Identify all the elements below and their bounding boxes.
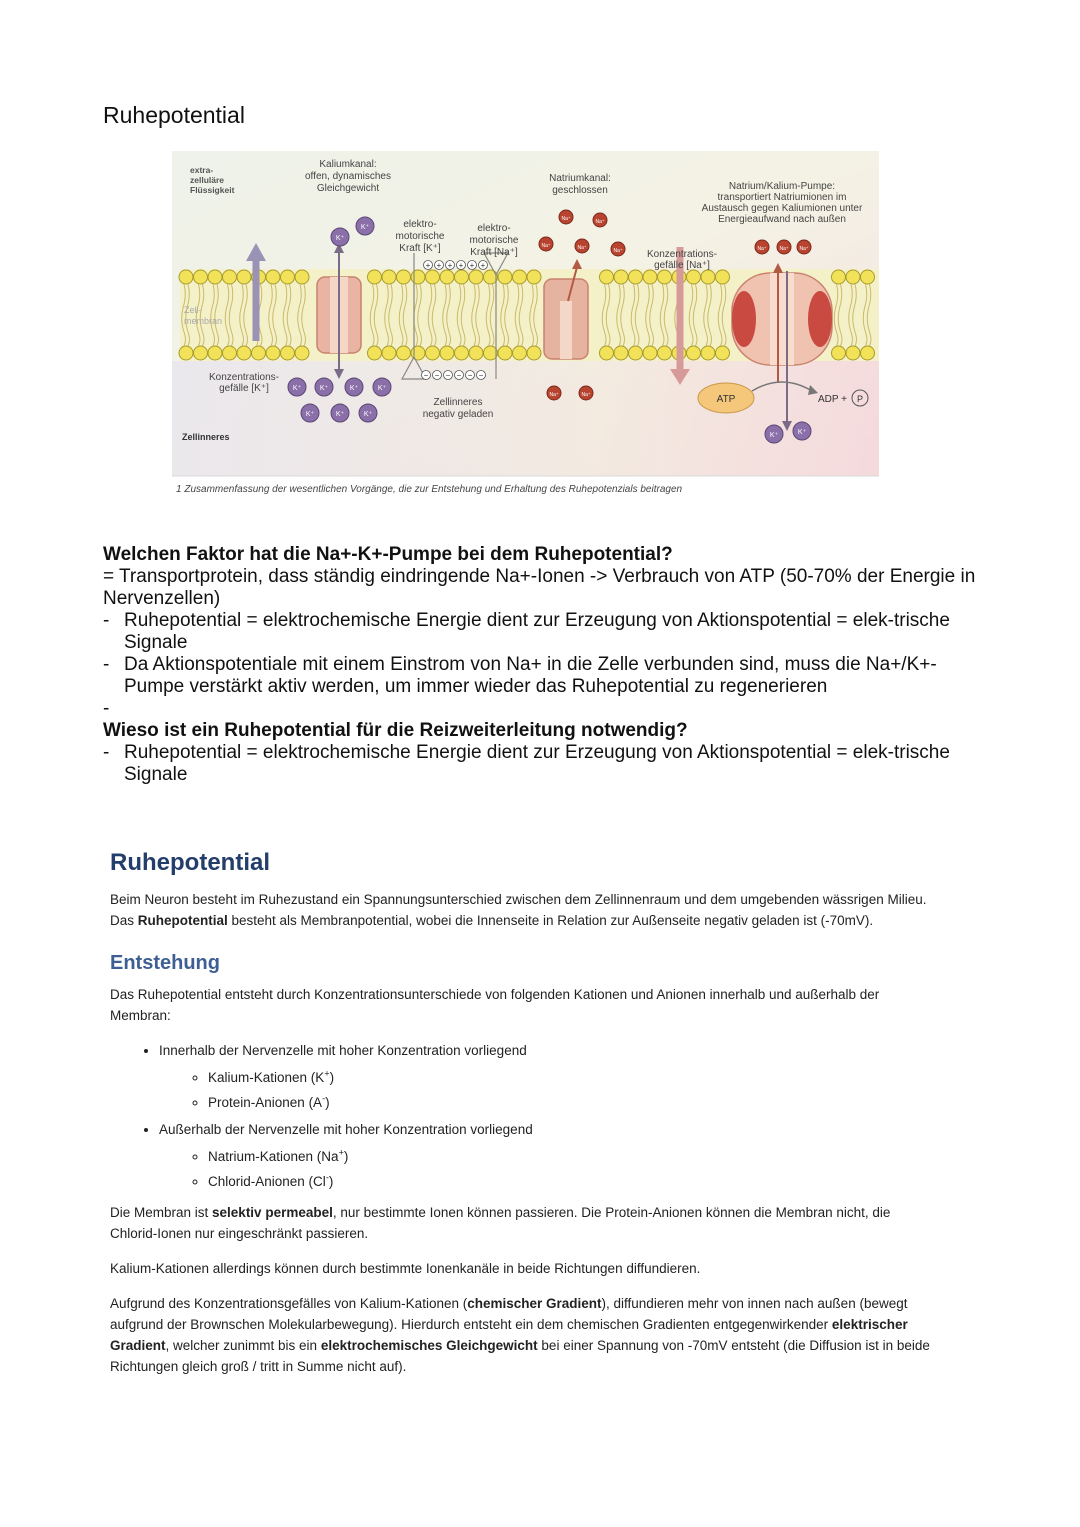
- potassium-ion-label: K⁺: [305, 411, 315, 418]
- phospholipid-head: [179, 270, 193, 284]
- section-heading-entstehung: Entstehung: [110, 952, 220, 974]
- phospholipid-head: [194, 346, 208, 360]
- phospholipid-head: [397, 270, 411, 284]
- potassium-ion-label: K⁺: [360, 224, 370, 231]
- sodium-ion-label: Na⁺: [549, 392, 559, 398]
- phospholipid-head: [513, 270, 527, 284]
- potassium-ion-label: K⁺: [377, 385, 387, 392]
- svg-text:Zellinneres: Zellinneres: [433, 397, 483, 408]
- phospholipid-head: [397, 346, 411, 360]
- label-sodium-channel: [549, 173, 611, 196]
- phospholipid-head: [455, 346, 469, 360]
- phospholipid-head: [513, 346, 527, 360]
- potassium-ion-label: K⁺: [363, 411, 373, 418]
- phospholipid-head: [382, 270, 396, 284]
- list-item: ◦ Chlorid-Anionen (Cl-): [208, 1171, 940, 1192]
- negative-charge-sign: −: [456, 371, 462, 380]
- svg-text:Konzentrations-: Konzentrations-: [646, 249, 718, 260]
- phospholipid-head: [368, 270, 382, 284]
- article: [110, 849, 940, 1391]
- potassium-ion-label: K⁺: [292, 385, 302, 392]
- sodium-ion-label: Na⁺: [799, 246, 809, 252]
- phospholipid-head: [179, 346, 193, 360]
- phosphate-label: P: [856, 394, 864, 404]
- label-conc-na: [647, 249, 717, 271]
- answer-1: = Transportprotein, dass ständig eindringende Na+-Ionen -> Verbrauch von ATP (50-70% der Energie in Nervenzellen): [103, 566, 976, 609]
- phospholipid-head: [643, 346, 657, 360]
- svg-text:Kraft [K⁺]: Kraft [K⁺]: [399, 243, 441, 254]
- phospholipid-head: [382, 346, 396, 360]
- positive-charge-sign: +: [469, 261, 475, 270]
- svg-text:zelluläre: zelluläre: [190, 175, 225, 185]
- page-title: Ruhepotential: [103, 102, 245, 128]
- negative-charge-sign: −: [467, 371, 473, 380]
- svg-text:Natriumkanal:: Natriumkanal:: [549, 173, 611, 184]
- svg-text:membran: membran: [184, 316, 223, 326]
- svg-text:Konzentrations-: Konzentrations-: [208, 372, 280, 383]
- phospholipid-head: [411, 270, 425, 284]
- svg-text:Natrium/Kalium-Pumpe:: Natrium/Kalium-Pumpe:: [728, 181, 836, 192]
- potassium-ion-label: K⁺: [797, 429, 807, 436]
- phospholipid-head: [832, 346, 846, 360]
- svg-text:gefälle [K⁺]: gefälle [K⁺]: [219, 383, 269, 394]
- svg-text:extra-: extra-: [190, 165, 214, 175]
- potassium-ion-label: K⁺: [349, 385, 359, 392]
- svg-text:Zell-: Zell-: [184, 305, 202, 315]
- list-item: • Innerhalb der Nervenzelle mit hoher Konzentration vorliegend ◦ Kalium-Kationen (K+) ◦ Protein-Anionen (A-): [159, 1040, 940, 1113]
- phospholipid-head: [469, 346, 483, 360]
- atp-molecule: [698, 383, 754, 413]
- phospholipid-head: [440, 346, 454, 360]
- phospholipid-head: [701, 270, 715, 284]
- sodium-ion-label: Na⁺: [577, 245, 587, 251]
- phospholipid-head: [716, 346, 730, 360]
- phospholipid-head: [716, 270, 730, 284]
- ion-list: [110, 1040, 940, 1192]
- phospholipid-head: [469, 270, 483, 284]
- svg-text:Flüssigkeit: Flüssigkeit: [190, 185, 235, 195]
- phospholipid-head: [643, 270, 657, 284]
- sodium-ion-label: Na⁺: [561, 216, 571, 222]
- svg-text:negativ geladen: negativ geladen: [422, 409, 494, 420]
- sodium-ion-label: Na⁺: [541, 243, 551, 249]
- positive-charge-sign: +: [436, 261, 442, 270]
- svg-text:gefälle [Na⁺]: gefälle [Na⁺]: [654, 260, 710, 271]
- figure-caption: 1 Zusammenfassung der wesentlichen Vorgänge, die zur Entstehung und Erhaltung des Ruhepotenzials beitragen: [176, 484, 683, 495]
- negative-charge-sign: −: [478, 371, 484, 380]
- phospholipid-head: [223, 270, 237, 284]
- phospholipid-head: [600, 346, 614, 360]
- phospholipid-head: [614, 270, 628, 284]
- notes-section: [103, 544, 983, 786]
- phospholipid-head: [658, 346, 672, 360]
- list-item: ◦ Protein-Anionen (A-): [208, 1092, 940, 1113]
- svg-text:Kaliumkanal:: Kaliumkanal:: [319, 159, 377, 170]
- phospholipid-head: [426, 346, 440, 360]
- phospholipid-head: [861, 270, 875, 284]
- phospholipid-head: [498, 346, 512, 360]
- question-1: Welchen Faktor hat die Na+-K+-Pumpe bei dem Ruhepotential?: [103, 544, 673, 565]
- svg-text:motorische: motorische: [395, 231, 445, 242]
- article-intro: Beim Neuron besteht im Ruhezustand ein Spannungsunterschied zwischen dem Zellinnenraum und dem umgebenden wässrigen Milieu. Das Ruhepotential besteht als Membranpotential, wobei die Innenseite in Relation zur Außenseite negativ geladen ist (-70mV).: [110, 892, 927, 928]
- negative-charge-sign: −: [445, 371, 451, 380]
- phospholipid-head: [295, 270, 309, 284]
- bullet-1: - Ruhepotential = elektrochemische Energie dient zur Erzeugung von Aktionspotential = elek-trische Signale: [103, 610, 950, 653]
- phospholipid-head: [281, 346, 295, 360]
- svg-text:Gleichgewicht: Gleichgewicht: [316, 183, 380, 194]
- label-cell-interior: Zellinneres: [182, 432, 230, 442]
- svg-text:motorische: motorische: [469, 235, 519, 246]
- phospholipid-head: [527, 346, 541, 360]
- phospholipid-head: [861, 346, 875, 360]
- phospholipid-head: [846, 346, 860, 360]
- phospholipid-head: [614, 346, 628, 360]
- phospholipid-head: [237, 270, 251, 284]
- phospholipid-head: [455, 270, 469, 284]
- list-item: ◦ Natrium-Kationen (Na+): [208, 1146, 940, 1167]
- article-title: Ruhepotential: [110, 849, 270, 876]
- phospholipid-head: [208, 346, 222, 360]
- phospholipid-head: [440, 270, 454, 284]
- phospholipid-head: [295, 346, 309, 360]
- atp-label: ATP: [716, 394, 736, 405]
- phospholipid-head: [498, 270, 512, 284]
- phospholipid-head: [629, 346, 643, 360]
- phospholipid-head: [701, 346, 715, 360]
- phospholipid-head: [281, 270, 295, 284]
- phospholipid-head: [223, 346, 237, 360]
- list-item: • Außerhalb der Nervenzelle mit hoher Konzentration vorliegend ◦ Natrium-Kationen (Na+) ◦ Chlorid-Anionen (Cl-): [159, 1119, 940, 1192]
- phospholipid-head: [846, 270, 860, 284]
- phospholipid-head: [266, 346, 280, 360]
- empty-bullet: -: [103, 698, 110, 719]
- phospholipid-head: [426, 270, 440, 284]
- svg-text:Austausch gegen Kaliumionen un: Austausch gegen Kaliumionen unter: [701, 203, 863, 214]
- svg-text:elektro-: elektro-: [477, 223, 511, 234]
- question-2: Wieso ist ein Ruhepotential für die Reizweiterleitung notwendig?: [103, 720, 688, 741]
- svg-text:geschlossen: geschlossen: [552, 185, 608, 196]
- sodium-ion-label: Na⁺: [581, 392, 591, 398]
- phospholipid-head: [527, 270, 541, 284]
- sodium-ion-label: Na⁺: [595, 219, 605, 225]
- potassium-ion-label: K⁺: [769, 432, 779, 439]
- phospholipid-head: [237, 346, 251, 360]
- article-paragraph-5: Aufgrund des Konzentrationsgefälles von Kalium-Kationen (chemischer Gradient), diffundieren mehr von innen nach außen (bewegt aufgrund der Brownschen Molekularbewegung). Hierdurch entsteht ein dem chemischen Gradienten entgegenwirkender elektrischer Gradient, welcher zunimmt bis ein elektrochemisches Gleichgewicht bei einer Spannung von -70mV entsteht (die Diffusion ist in beide Richtungen gleich groß / tritt in Summe nicht auf).: [110, 1296, 930, 1374]
- sodium-ion-label: Na⁺: [757, 246, 767, 252]
- phospholipid-head: [629, 270, 643, 284]
- adp-label: ADP +: [818, 394, 847, 405]
- article-paragraph-3: Die Membran ist selektiv permeabel, nur bestimmte Ionen können passieren. Die Protein-Anionen können die Membran nicht, die Chlorid-Ionen nur eingeschränkt passieren.: [110, 1205, 891, 1241]
- positive-charge-sign: +: [425, 261, 431, 270]
- negative-charge-sign: −: [423, 371, 429, 380]
- phospholipid-head: [252, 346, 266, 360]
- svg-text:Energieaufwand nach außen: Energieaufwand nach außen: [718, 214, 846, 225]
- phospholipid-head: [687, 346, 701, 360]
- positive-charge-sign: +: [480, 261, 486, 270]
- phospholipid-head: [194, 270, 208, 284]
- phospholipid-head: [658, 270, 672, 284]
- positive-charge-sign: +: [447, 261, 453, 270]
- bullet-2: - Da Aktionspotentiale mit einem Einstrom von Na+ in die Zelle verbunden sind, muss die Na+/K+-Pumpe verstärkt aktiv werden, um immer wieder das Ruhepotential zu regenerieren: [103, 654, 937, 697]
- sodium-ion-label: Na⁺: [613, 248, 623, 254]
- svg-text:offen, dynamisches: offen, dynamisches: [305, 171, 391, 182]
- list-item: ◦ Kalium-Kationen (K+): [208, 1067, 940, 1088]
- sodium-ion-label: Na⁺: [779, 246, 789, 252]
- label-conc-k: [209, 372, 279, 394]
- phospholipid-head: [832, 270, 846, 284]
- negative-charge-sign: −: [434, 371, 440, 380]
- article-paragraph-4: Kalium-Kationen allerdings können durch bestimmte Ionenkanäle in beide Richtungen diffundieren.: [110, 1261, 701, 1276]
- potassium-ion-label: K⁺: [335, 235, 345, 242]
- bullet-3: - Ruhepotential = elektrochemische Energie dient zur Erzeugung von Aktionspotential = elek-trische Signale: [103, 742, 950, 785]
- potassium-ion-label: K⁺: [319, 385, 329, 392]
- phospholipid-head: [208, 270, 222, 284]
- phospholipid-head: [687, 270, 701, 284]
- potassium-ion-label: K⁺: [335, 411, 345, 418]
- resting-potential-diagram: [172, 151, 879, 500]
- svg-text:Kraft [Na⁺]: Kraft [Na⁺]: [470, 247, 518, 258]
- phospholipid-head: [600, 270, 614, 284]
- svg-text:transportiert Natriumionen im: transportiert Natriumionen im: [717, 192, 847, 203]
- phospholipid-head: [266, 270, 280, 284]
- svg-text:elektro-: elektro-: [403, 219, 437, 230]
- article-paragraph-2: Das Ruhepotential entsteht durch Konzentrationsunterschiede von folgenden Kationen und Anionen innerhalb und außerhalb der Membran:: [110, 987, 880, 1023]
- phospholipid-head: [368, 346, 382, 360]
- positive-charge-sign: +: [458, 261, 464, 270]
